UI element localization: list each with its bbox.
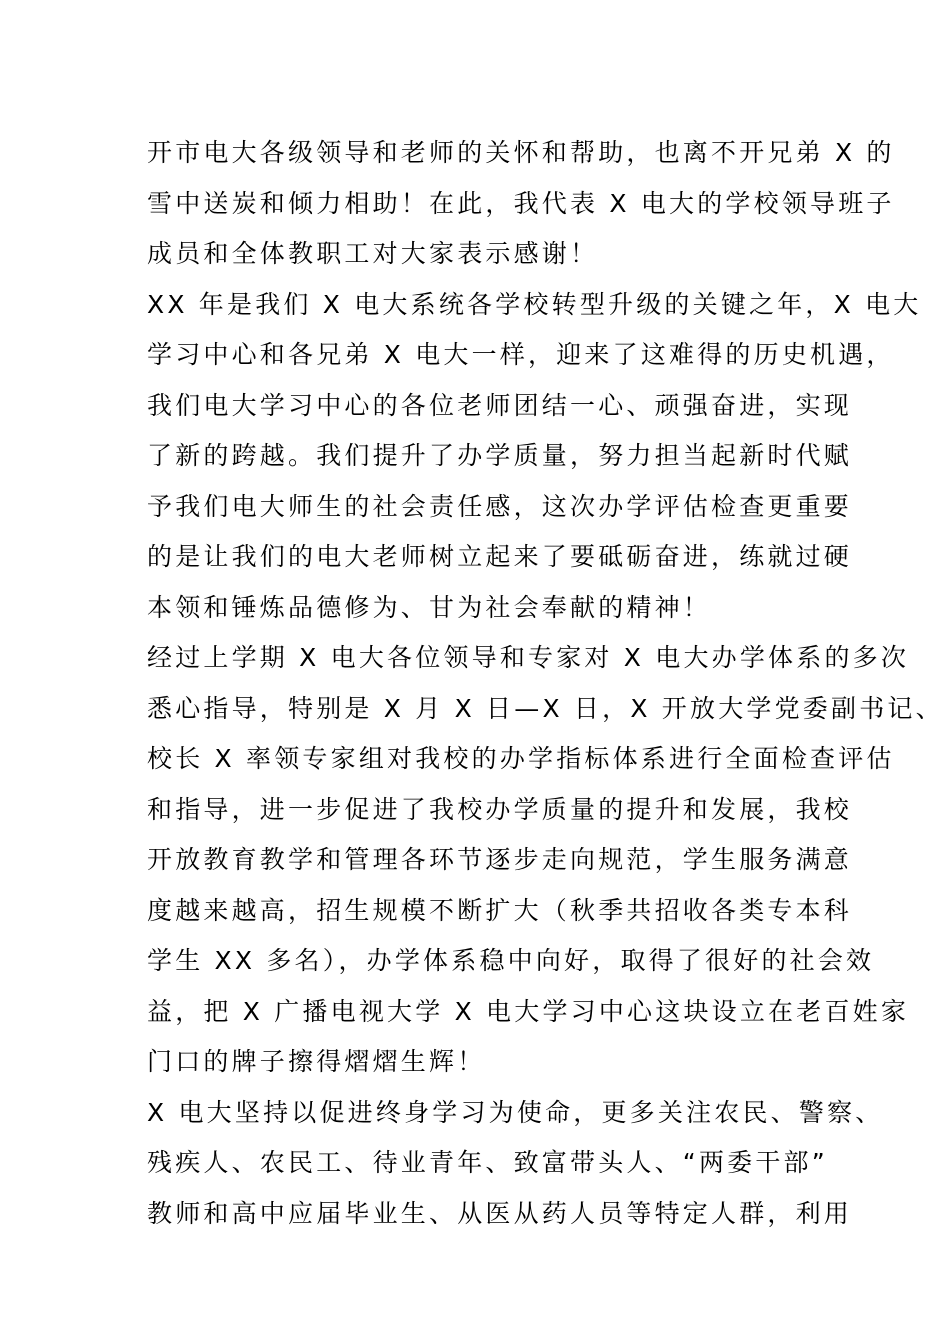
text-line: 本领和锤炼品德修为、甘为社会奉献的精神！ <box>147 592 712 622</box>
text-line: 教师和高中应届毕业生、从医从药人员等特定人群，利用 <box>147 1198 853 1228</box>
text-line: 予我们电大师生的社会责任感，这次办学评估检查更重要 <box>147 491 853 521</box>
text-line: 开市电大各级领导和老师的关怀和帮助，也离不开兄弟 X 的 <box>147 138 895 167</box>
text-line: XX 年是我们 X 电大系统各学校转型升级的关键之年，X 电大 <box>147 289 922 319</box>
body-text <box>147 128 944 1239</box>
text-line: 了新的跨越。我们提升了办学质量，努力担当起新时代赋 <box>147 441 853 470</box>
text-line: 和指导，进一步促进了我校办学质量的提升和发展，我校 <box>147 794 853 824</box>
text-line: 开放教育教学和管理各环节逐步走向规范，学生服务满意 <box>147 845 853 874</box>
text-line: 我们电大学习中心的各位老师团结一心、顽强奋进，实现 <box>147 390 853 420</box>
text-line: 残疾人、农民工、待业青年、致富带头人、“两委干部” <box>147 1148 828 1177</box>
text-line: 成员和全体教职工对大家表示感谢！ <box>147 239 599 268</box>
text-line: 雪中送炭和倾力相助！在此，我代表 X 电大的学校领导班子 <box>147 188 895 218</box>
text-line: 的是让我们的电大老师树立起来了要砥砺奋进，练就过硬 <box>147 542 853 571</box>
text-line: 校长 X 率领专家组对我校的办学指标体系进行全面检查评估 <box>147 744 895 773</box>
text-line: 悉心指导，特别是 X 月 X 日—X 日，X 开放大学党委副书记、 <box>147 693 944 723</box>
text-line: 度越来越高，招生规模不断扩大（秋季共招收各类专本科 <box>147 895 853 925</box>
text-line: 经过上学期 X 电大各位领导和专家对 X 电大办学体系的多次 <box>147 643 910 672</box>
text-line: 学习中心和各兄弟 X 电大一样，迎来了这难得的历史机遇， <box>147 340 895 369</box>
text-line: 益，把 X 广播电视大学 X 电大学习中心这块设立在老百姓家 <box>147 996 910 1026</box>
text-line: X 电大坚持以促进终身学习为使命，更多关注农民、警察、 <box>147 1097 884 1127</box>
text-line: 学生 XX 多名），办学体系稳中向好，取得了很好的社会效 <box>147 946 875 975</box>
text-line: 门口的牌子擦得熠熠生辉！ <box>147 1047 486 1076</box>
